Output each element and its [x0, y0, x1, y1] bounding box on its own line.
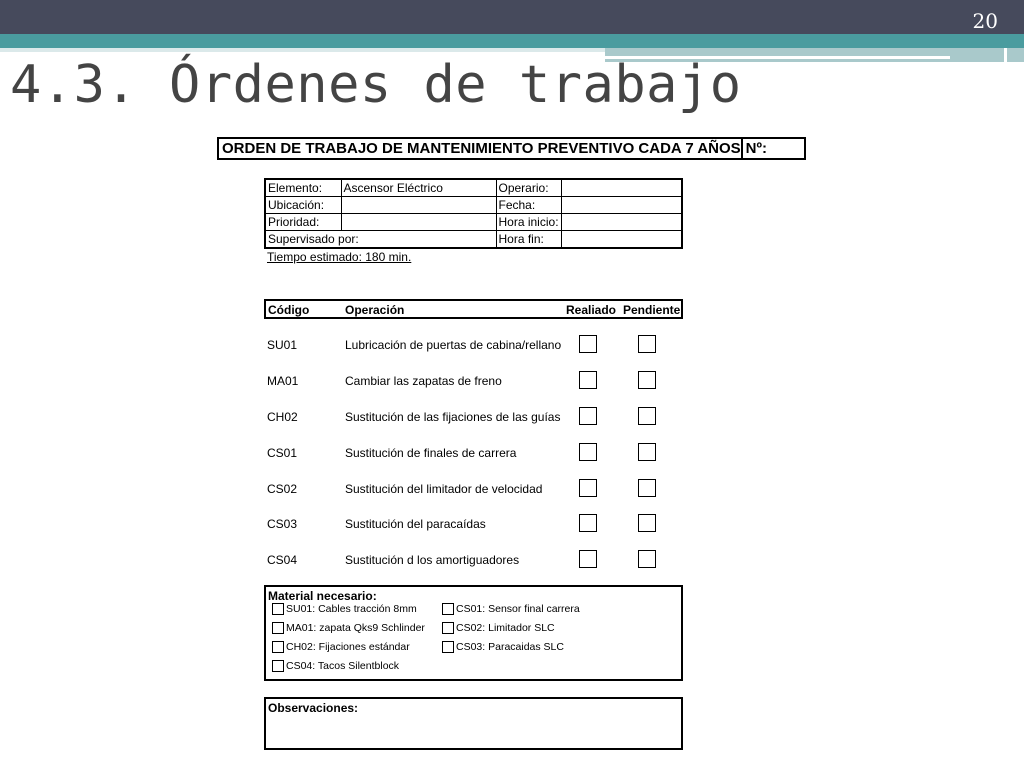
material-item[interactable] — [442, 641, 564, 653]
pendiente-checkbox[interactable] — [638, 479, 656, 497]
material-checkbox[interactable] — [442, 622, 454, 634]
realizado-checkbox[interactable] — [579, 335, 597, 353]
material-item[interactable] — [272, 641, 410, 653]
order-title: ORDEN DE TRABAJO DE MANTENIMIENTO PREVENTIVO CADA 7 AÑOS — [219, 139, 743, 158]
material-text: CS01: Sensor final carrera — [456, 603, 580, 615]
realizado-checkbox[interactable] — [579, 407, 597, 425]
material-checkbox[interactable] — [442, 603, 454, 615]
pendiente-checkbox[interactable] — [638, 514, 656, 532]
operation-text: Sustitución de finales de carrera — [345, 446, 517, 460]
material-item[interactable] — [442, 622, 555, 634]
material-item[interactable] — [442, 603, 580, 615]
operation-row — [264, 370, 683, 392]
operation-code: SU01 — [267, 338, 298, 352]
operation-text: Cambiar las zapatas de freno — [345, 374, 502, 388]
realizado-checkbox[interactable] — [579, 479, 597, 497]
operation-code: CS02 — [267, 482, 298, 496]
material-box — [264, 585, 683, 681]
supervisado-label: Supervisado por: — [265, 231, 496, 249]
fecha-label: Fecha: — [496, 197, 561, 214]
slide-number: 20 — [972, 9, 998, 33]
prioridad-label: Prioridad: — [265, 214, 341, 231]
operation-row — [264, 334, 683, 356]
operation-code: CS04 — [267, 553, 298, 567]
operation-text: Sustitución del paracaídas — [345, 517, 486, 531]
operation-code: CS01 — [267, 446, 298, 460]
operation-row — [264, 478, 683, 500]
material-checkbox[interactable] — [272, 641, 284, 653]
info-row — [265, 214, 682, 231]
material-text: SU01: Cables tracción 8mm — [286, 603, 417, 615]
operation-row — [264, 513, 683, 535]
header-pendiente: Pendiente — [623, 303, 681, 317]
pendiente-checkbox[interactable] — [638, 550, 656, 568]
material-text: CS02: Limitador SLC — [456, 622, 555, 634]
header-realizado: Realiado — [566, 303, 617, 317]
operation-text: Sustitución d los amortiguadores — [345, 553, 520, 567]
pendiente-checkbox[interactable] — [638, 443, 656, 461]
operations-header — [264, 299, 683, 319]
operation-text: Sustitución de las fijaciones de las guías — [345, 410, 561, 424]
operation-row — [264, 406, 683, 428]
realizado-checkbox[interactable] — [579, 443, 597, 461]
header-codigo: Código — [268, 303, 310, 317]
operario-label: Operario: — [496, 179, 561, 197]
material-checkbox[interactable] — [442, 641, 454, 653]
order-number-label: Nº: — [745, 140, 767, 157]
observations-box[interactable] — [264, 697, 683, 750]
material-checkbox[interactable] — [272, 660, 284, 672]
operation-row — [264, 549, 683, 571]
material-item[interactable] — [272, 603, 417, 615]
realizado-checkbox[interactable] — [579, 514, 597, 532]
pendiente-checkbox[interactable] — [638, 407, 656, 425]
prioridad-field[interactable] — [341, 214, 496, 231]
ubicacion-field[interactable] — [341, 197, 496, 214]
order-header — [217, 137, 806, 160]
elemento-value[interactable]: Ascensor Eléctrico — [341, 179, 496, 197]
estimated-time: Tiempo estimado: 180 min. — [267, 250, 412, 264]
header-operacion: Operación — [345, 303, 405, 317]
material-text: CH02: Fijaciones estándar — [286, 641, 410, 653]
info-row — [265, 231, 682, 249]
hora-fin-field[interactable] — [561, 231, 682, 249]
observations-title: Observaciones: — [268, 701, 359, 715]
elemento-label: Elemento: — [265, 179, 341, 197]
info-row — [265, 197, 682, 214]
material-item[interactable] — [272, 660, 399, 672]
material-text: CS04: Tacos Silentblock — [286, 660, 400, 672]
operation-text: Sustitución del limitador de velocidad — [345, 482, 543, 496]
fecha-field[interactable] — [561, 197, 682, 214]
operario-field[interactable] — [561, 179, 682, 197]
info-row — [265, 179, 682, 197]
material-item[interactable] — [272, 622, 425, 634]
pendiente-checkbox[interactable] — [638, 371, 656, 389]
operation-row — [264, 442, 683, 464]
material-checkbox[interactable] — [272, 622, 284, 634]
hora-fin-label: Hora fin: — [496, 231, 561, 249]
material-checkbox[interactable] — [272, 603, 284, 615]
slide-title: 4.3. Órdenes de trabajo — [10, 55, 742, 115]
ubicacion-label: Ubicación: — [265, 197, 341, 214]
order-info-table — [264, 178, 683, 249]
pendiente-checkbox[interactable] — [638, 335, 656, 353]
operation-code: CH02 — [267, 410, 298, 424]
hora-inicio-label: Hora inicio: — [496, 214, 561, 231]
material-text: CS03: Paracaidas SLC — [456, 641, 564, 653]
hora-inicio-field[interactable] — [561, 214, 682, 231]
realizado-checkbox[interactable] — [579, 550, 597, 568]
operation-code: MA01 — [267, 374, 299, 388]
material-title: Material necesario: — [268, 589, 377, 603]
operation-code: CS03 — [267, 517, 298, 531]
material-text: MA01: zapata Qks9 Schlinder — [286, 622, 425, 634]
operation-text: Lubricación de puertas de cabina/rellano — [345, 338, 562, 352]
realizado-checkbox[interactable] — [579, 371, 597, 389]
